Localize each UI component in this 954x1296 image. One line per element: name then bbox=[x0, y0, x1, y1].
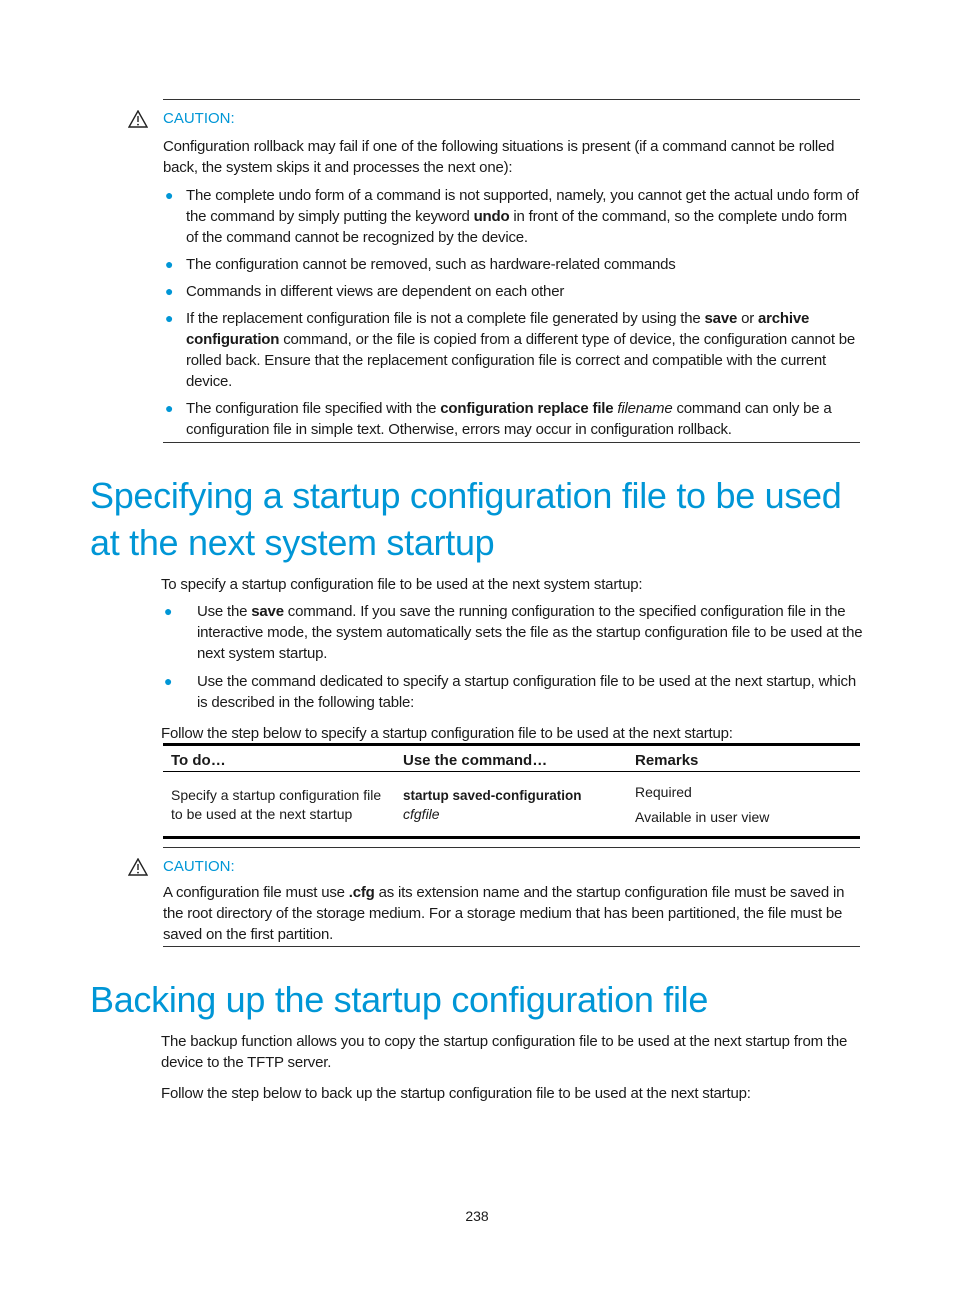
list-item: ● Use the command dedicated to specify a startup configuration file to be used at the next startup, which is described in the following table: bbox=[164, 673, 856, 711]
command-keyword: startup saved-configuration bbox=[403, 788, 582, 803]
backup-step-instruction: Follow the step below to back up the startup configuration file to be used at the next startup: bbox=[161, 1085, 751, 1102]
list-item: ● The configuration file specified with the configuration replace file filename command can only be a configuration file in simple text. Otherwise, errors may occur in configuration rollback. bbox=[165, 400, 832, 438]
bullet-dot-icon: ● bbox=[164, 673, 173, 689]
bullet-dot-icon: ● bbox=[165, 310, 174, 326]
remark-view: Available in user view bbox=[635, 809, 770, 825]
caution-bullet-list bbox=[165, 185, 860, 446]
remark-required: Required bbox=[635, 784, 692, 800]
caution-text: A configuration file must use .cfg as its extension name and the startup configuration file must be saved in the root directory of the storage medium. For a storage medium that has been partitioned, the file must be saved on the first partition. bbox=[163, 884, 845, 943]
section-title-backup: Backing up the startup configuration file bbox=[90, 979, 709, 1020]
table-cell-command bbox=[395, 772, 627, 838]
warning-triangle-icon bbox=[128, 110, 148, 128]
bullet-dot-icon: ● bbox=[165, 187, 174, 203]
column-header: To do… bbox=[163, 745, 395, 772]
table-cell-remarks bbox=[627, 772, 860, 838]
warning-triangle-icon bbox=[128, 858, 148, 876]
command-table-wrapper bbox=[163, 743, 860, 839]
step-instruction: Follow the step below to specify a startup configuration file to be used at the next startup: bbox=[161, 725, 733, 742]
table-cell-todo: Specify a startup configuration file to be used at the next startup bbox=[163, 772, 395, 838]
caution-box-rollback bbox=[163, 99, 860, 443]
column-header: Remarks bbox=[627, 745, 860, 772]
section-title-startup-file: Specifying a startup configuration file to be used at the next system startup bbox=[90, 475, 842, 563]
command-table bbox=[163, 743, 860, 839]
list-item: ● Commands in different views are dependent on each other bbox=[165, 283, 565, 300]
caution-label: CAUTION: bbox=[163, 110, 235, 127]
backup-description: The backup function allows you to copy the startup configuration file to be used at the next startup from the device to the TFTP server. bbox=[161, 1033, 848, 1071]
section-intro: To specify a startup configuration file to be used at the next system startup: bbox=[161, 576, 643, 593]
column-header: Use the command… bbox=[395, 745, 627, 772]
list-item: ● If the replacement configuration file is not a complete file generated by using the save or archive configuration command, or the file is copied from a different type of device, the configuration cannot be rolled back. Ensure that the replacement configuration file is correct and compatible with the current device. bbox=[165, 310, 856, 390]
bullet-dot-icon: ● bbox=[165, 256, 174, 272]
list-item: ● The configuration cannot be removed, such as hardware-related commands bbox=[165, 256, 676, 273]
command-argument: cfgfile bbox=[403, 806, 440, 822]
caution-label: CAUTION: bbox=[163, 858, 235, 875]
bullet-dot-icon: ● bbox=[165, 400, 174, 416]
table-header-row bbox=[163, 745, 860, 772]
page-number: 238 bbox=[465, 1208, 489, 1224]
caution-intro: Configuration rollback may fail if one of the following situations is present (if a command cannot be rolled back, the system skips it and processes the next one): bbox=[163, 138, 835, 176]
caution-box-cfg-extension bbox=[163, 847, 860, 947]
bullet-dot-icon: ● bbox=[164, 603, 173, 619]
list-item: ● Use the save command. If you save the running configuration to the specified configuration file in the interactive mode, the system automatically sets the file as the startup configuration file to be used at the next system startup. bbox=[164, 603, 863, 662]
bullet-dot-icon: ● bbox=[165, 283, 174, 299]
section-bullet-list bbox=[164, 601, 863, 719]
list-item: ● The complete undo form of a command is not supported, namely, you cannot get the actual undo form of the command by simply putting the keyword undo in front of the command, so the complete undo form of the command cannot be recognized by the device. bbox=[165, 187, 859, 246]
table-row bbox=[163, 772, 860, 838]
